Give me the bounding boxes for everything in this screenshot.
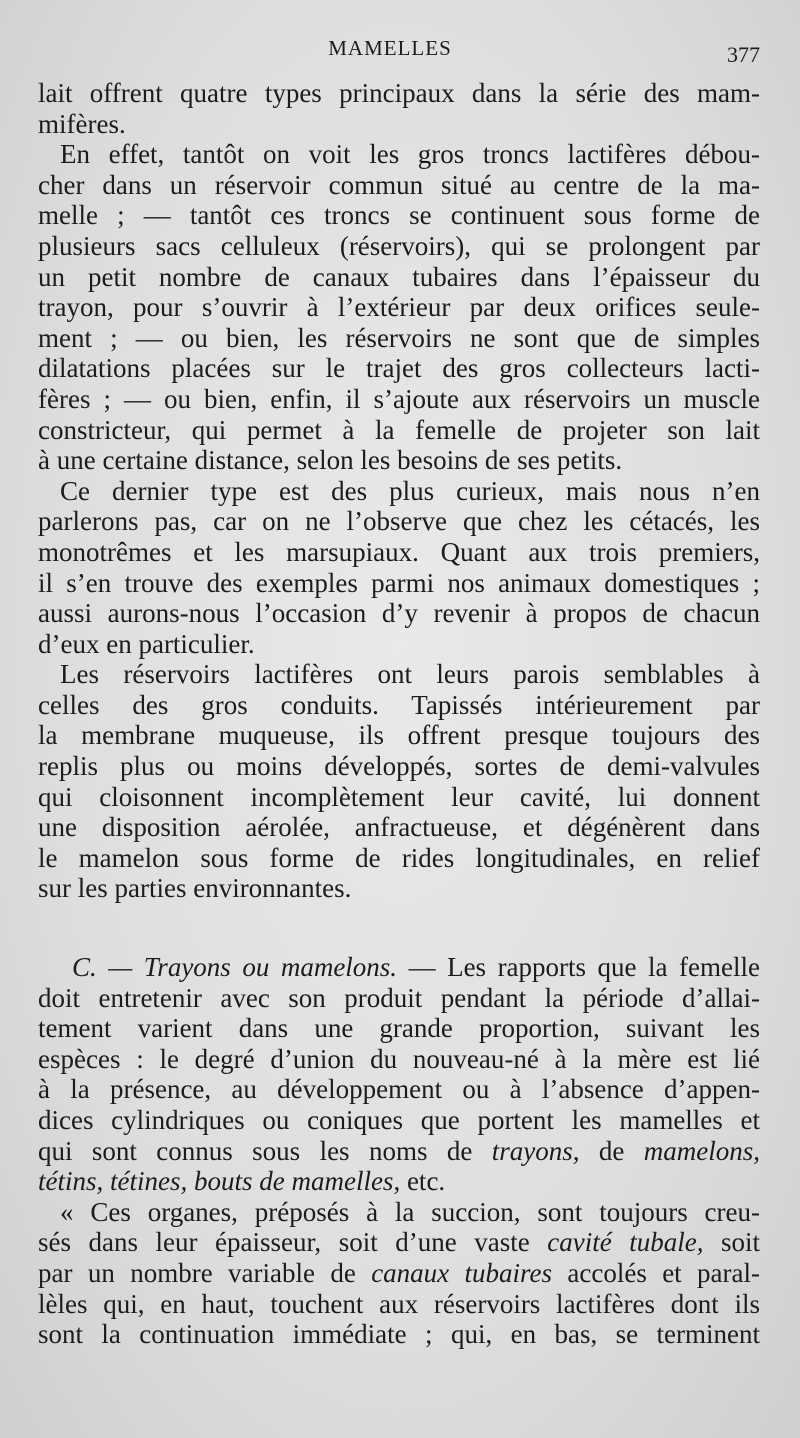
text-line: fères ; — ou bien, enfin, il s’ajoute aux réservoirs un muscle: [38, 383, 760, 414]
text-line: Les réservoirs lactifères ont leurs parois semblables à: [60, 659, 760, 690]
text-line: le mamelon sous forme de rides longitudinales, en relief: [38, 842, 760, 873]
text-run: etc.: [400, 1166, 446, 1197]
text-line: la membrane muqueuse, ils offrent presque toujours des: [38, 720, 760, 751]
text-line: plusieurs sacs celluleux (réservoirs), qui se prolongent par: [38, 230, 760, 261]
text-line: dilatations placées sur le trajet des gros collecteurs lacti-: [38, 353, 760, 384]
text-line: sur les parties environnantes.: [38, 873, 352, 904]
text-line: [38, 1258, 760, 1289]
text-line: « Ces organes, préposés à la succion, sont toujours creu-: [60, 1196, 760, 1227]
running-head: MAMELLES: [328, 36, 452, 60]
italic-term: cavité tubale,: [547, 1227, 704, 1258]
text-line: cher dans un réservoir commun situé au centre de la ma-: [38, 169, 760, 200]
text-line: doit entretenir avec son produit pendant la période d’allai-: [38, 982, 760, 1013]
page-header: [0, 32, 800, 72]
text-line: [38, 1166, 760, 1197]
text-line: à la présence, au développement ou à l’absence d’appen-: [38, 1074, 760, 1105]
text-line: monotrêmes et les marsupiaux. Quant aux trois premiers,: [38, 536, 760, 567]
text-line: lait offrent quatre types principaux dans la série des mam-: [38, 78, 760, 108]
text-run: accolés et paral-: [552, 1257, 760, 1288]
text-line: constricteur, qui permet à la femelle de projeter son lait: [38, 414, 760, 445]
text-line: une disposition aérolée, anfractueuse, et dégénèrent dans: [38, 812, 760, 843]
text-run: de: [579, 1135, 644, 1166]
text-line: parlerons pas, car on ne l’observe que chez les cétacés, les: [38, 506, 760, 537]
text-run: soit: [703, 1227, 760, 1258]
text-line: un petit nombre de canaux tubaires dans l’épaisseur du: [38, 261, 760, 292]
paragraph-3: [38, 476, 760, 660]
section-c-paragraph: [38, 952, 760, 1197]
text-line: qui cloisonnent incomplètement leur cavité, lui donnent: [38, 781, 760, 812]
body-text: [38, 78, 760, 1350]
text-line: celles des gros conduits. Tapissés intérieurement par: [38, 689, 760, 720]
text-line: [38, 1136, 760, 1167]
heading-line-text: — Les rapports que la femelle: [397, 952, 760, 983]
text-line: espèces : le degré d’union du nouveau-né à la mère est lié: [38, 1043, 760, 1074]
text-run: qui sont connus sous les noms de: [38, 1135, 492, 1166]
text-line: tement varient dans une grande proportion, suivant les: [38, 1013, 760, 1044]
paragraph-4: [38, 659, 760, 904]
text-line: mifères.: [38, 108, 126, 139]
text-line: En effet, tantôt on voit les gros troncs lactifères débou-: [60, 139, 760, 170]
text-run: par un nombre variable de: [38, 1257, 372, 1288]
paragraph-2: [38, 139, 760, 476]
section-heading-line: [38, 952, 760, 983]
text-line: lèles qui, en haut, touchent aux réservoirs lactifères dont ils: [38, 1288, 760, 1319]
quote-paragraph: [38, 1197, 760, 1350]
italic-term: canaux tubaires: [371, 1257, 553, 1288]
text-line: replis plus ou moins développés, sortes de demi-valvules: [38, 751, 760, 782]
text-run: sés dans leur épaisseur, soit d’une vaste: [38, 1227, 548, 1258]
page-number: 377: [727, 42, 760, 67]
italic-term: mamelons,: [643, 1135, 760, 1166]
text-line: melle ; — tantôt ces troncs se continuent sous forme de: [38, 200, 760, 231]
text-line: [38, 1227, 760, 1258]
text-line: dices cylindriques ou coniques que portent les mamelles et: [38, 1105, 760, 1135]
text-line: trayon, pour s’ouvrir à l’extérieur par deux orifices seule-: [38, 292, 760, 323]
text-line: d’eux en particulier.: [38, 628, 255, 659]
section-spacer: [38, 904, 760, 952]
text-line: à une certaine distance, selon les besoins de ses petits.: [38, 445, 623, 476]
italic-term: tétins, tétines, bouts de mamelles,: [38, 1166, 401, 1197]
text-line: Ce dernier type est des plus curieux, mais nous n’en: [60, 475, 760, 506]
section-heading: C. — Trayons ou mamelons.: [72, 952, 398, 983]
text-line: aussi aurons-nous l’occasion d’y revenir à propos de chacun: [38, 598, 760, 629]
text-line: sont la continuation immédiate ; qui, en bas, se terminent: [38, 1319, 760, 1350]
paragraph-1: [38, 78, 760, 139]
text-line: ment ; — ou bien, les réservoirs ne sont que de simples: [38, 322, 760, 353]
italic-term: trayons,: [491, 1135, 580, 1166]
text-line: il s’en trouve des exemples parmi nos animaux domestiques ;: [38, 567, 760, 598]
